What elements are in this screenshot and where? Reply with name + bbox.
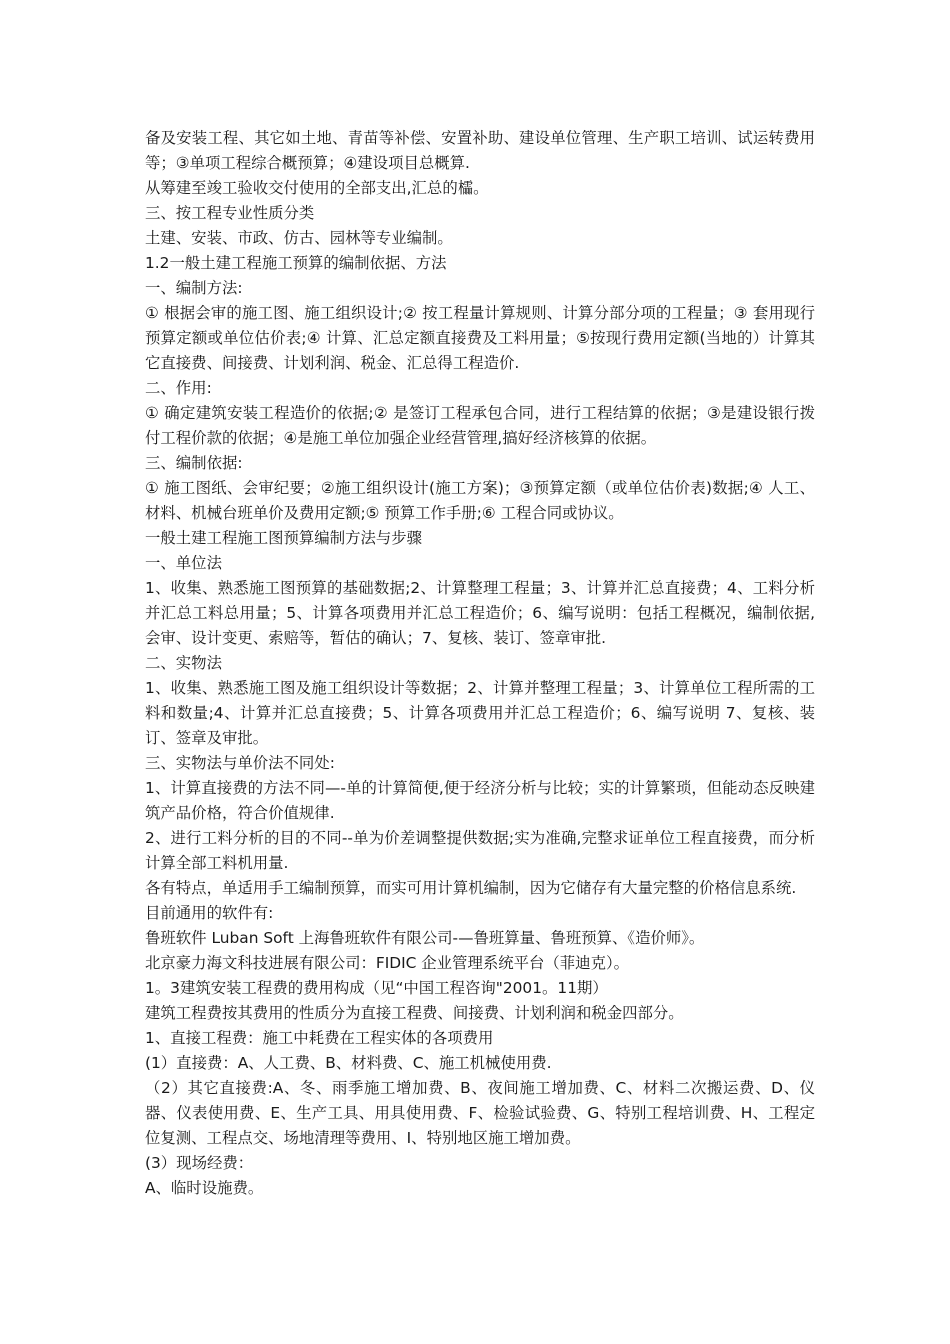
paragraph: ① 施工图纸、会审纪要；②施工组织设计(施工方案)；③预算定额（或单位估价表)数据;④ 人工、材料、机械台班单价及费用定额;⑤ 预算工作手册;⑥ 工程合同或协议。 bbox=[145, 479, 815, 522]
paragraph: ① 根据会审的施工图、施工组织设计;② 按工程量计算规则、计算分部分项的工程量；③ 套用现行预算定额或单位估价表;④ 计算、汇总定额直接费及工料用量；⑤按现行费用定额(当地的）计算其它直接费、间接费、计划利润、税金、汇总得工程造价. bbox=[145, 304, 815, 372]
paragraph: （2）其它直接费:A、冬、雨季施工增加费、B、夜间施工增加费、C、材料二次搬运费、D、仪器、仪表使用费、E、生产工具、用具使用费、F、检验试验费、G、特别工程培训费、H、工程定位复测、工程点交、场地清理等费用、I、特别地区施工增加费。 bbox=[145, 1079, 815, 1147]
section-heading: 二、作用: bbox=[145, 379, 212, 397]
paragraph: 各有特点，单适用手工编制预算，而实可用计算机编制，因为它储存有大量完整的价格信息系统. bbox=[145, 879, 797, 897]
paragraph: 1、计算直接费的方法不同—-单的计算简便,便于经济分析与比较；实的计算繁琐，但能动态反映建筑产品价格，符合价值规律. bbox=[145, 779, 815, 822]
paragraph: 北京豪力海文科技进展有限公司：FIDIC 企业管理系统平台（菲迪克）。 bbox=[145, 954, 630, 972]
section-heading: 三、实物法与单价法不同处: bbox=[145, 754, 335, 772]
paragraph: ① 确定建筑安装工程造价的依据;② 是签订工程承包合同，进行工程结算的依据；③是建设银行拨付工程价款的依据；④是施工单位加强企业经营管理,搞好经济核算的依据。 bbox=[145, 404, 815, 447]
paragraph: 备及安装工程、其它如土地、青苗等补偿、安置补助、建设单位管理、生产职工培训、试运转费用等；③单项工程综合概预算；④建设项目总概算. bbox=[145, 129, 815, 172]
paragraph: (1）直接费：A、人工费、B、材料费、C、施工机械使用费. bbox=[145, 1054, 552, 1072]
section-heading: 三、按工程专业性质分类 bbox=[145, 204, 315, 222]
section-heading: 三、编制依据: bbox=[145, 454, 243, 472]
section-heading: 1.2一般土建工程施工预算的编制依据、方法 bbox=[145, 254, 447, 272]
section-heading: 一、编制方法: bbox=[145, 279, 243, 297]
paragraph: 2、进行工料分析的目的不同--单为价差调整提供数据;实为准确,完整求证单位工程直接费，而分析计算全部工料机用量. bbox=[145, 829, 815, 872]
section-heading: 一般土建工程施工图预算编制方法与步骤 bbox=[145, 529, 423, 547]
section-heading: 1。3建筑安装工程费的费用构成（见“中国工程咨询"2001。11期） bbox=[145, 979, 608, 997]
paragraph: 鲁班软件 Luban Soft 上海鲁班软件有限公司-—鲁班算量、鲁班预算、《造价师》。 bbox=[145, 929, 705, 947]
paragraph: 从筹建至竣工验收交付使用的全部支出,汇总的櫺。 bbox=[145, 179, 489, 197]
paragraph: 建筑工程费按其费用的性质分为直接工程费、间接费、计划利润和税金四部分。 bbox=[145, 1004, 684, 1022]
section-heading: 一、单位法 bbox=[145, 554, 222, 572]
section-heading: 二、实物法 bbox=[145, 654, 222, 672]
paragraph: 目前通用的软件有: bbox=[145, 904, 274, 922]
paragraph: 1、收集、熟悉施工图及施工组织设计等数据；2、计算并整理工程量；3、计算单位工程所需的工料和数量;4、计算并汇总直接费；5、计算各项费用并汇总工程造价；6、编写说明 7、复核、装订、签章及审批。 bbox=[145, 679, 815, 747]
paragraph: A、临时设施费。 bbox=[145, 1179, 264, 1197]
document-body bbox=[145, 126, 815, 1201]
paragraph: 1、收集、熟悉施工图预算的基础数据;2、计算整理工程量；3、计算并汇总直接费；4、工料分析并汇总工料总用量；5、计算各项费用并汇总工程造价；6、编写说明：包括工程概况，编制依据,会审、设计变更、索赔等，暂估的确认；7、复核、装订、签章审批. bbox=[145, 579, 815, 647]
paragraph: 1、直接工程费：施工中耗费在工程实体的各项费用 bbox=[145, 1029, 494, 1047]
paragraph: 土建、安装、市政、仿古、园林等专业编制。 bbox=[145, 229, 453, 247]
paragraph: (3）现场经费： bbox=[145, 1154, 254, 1172]
